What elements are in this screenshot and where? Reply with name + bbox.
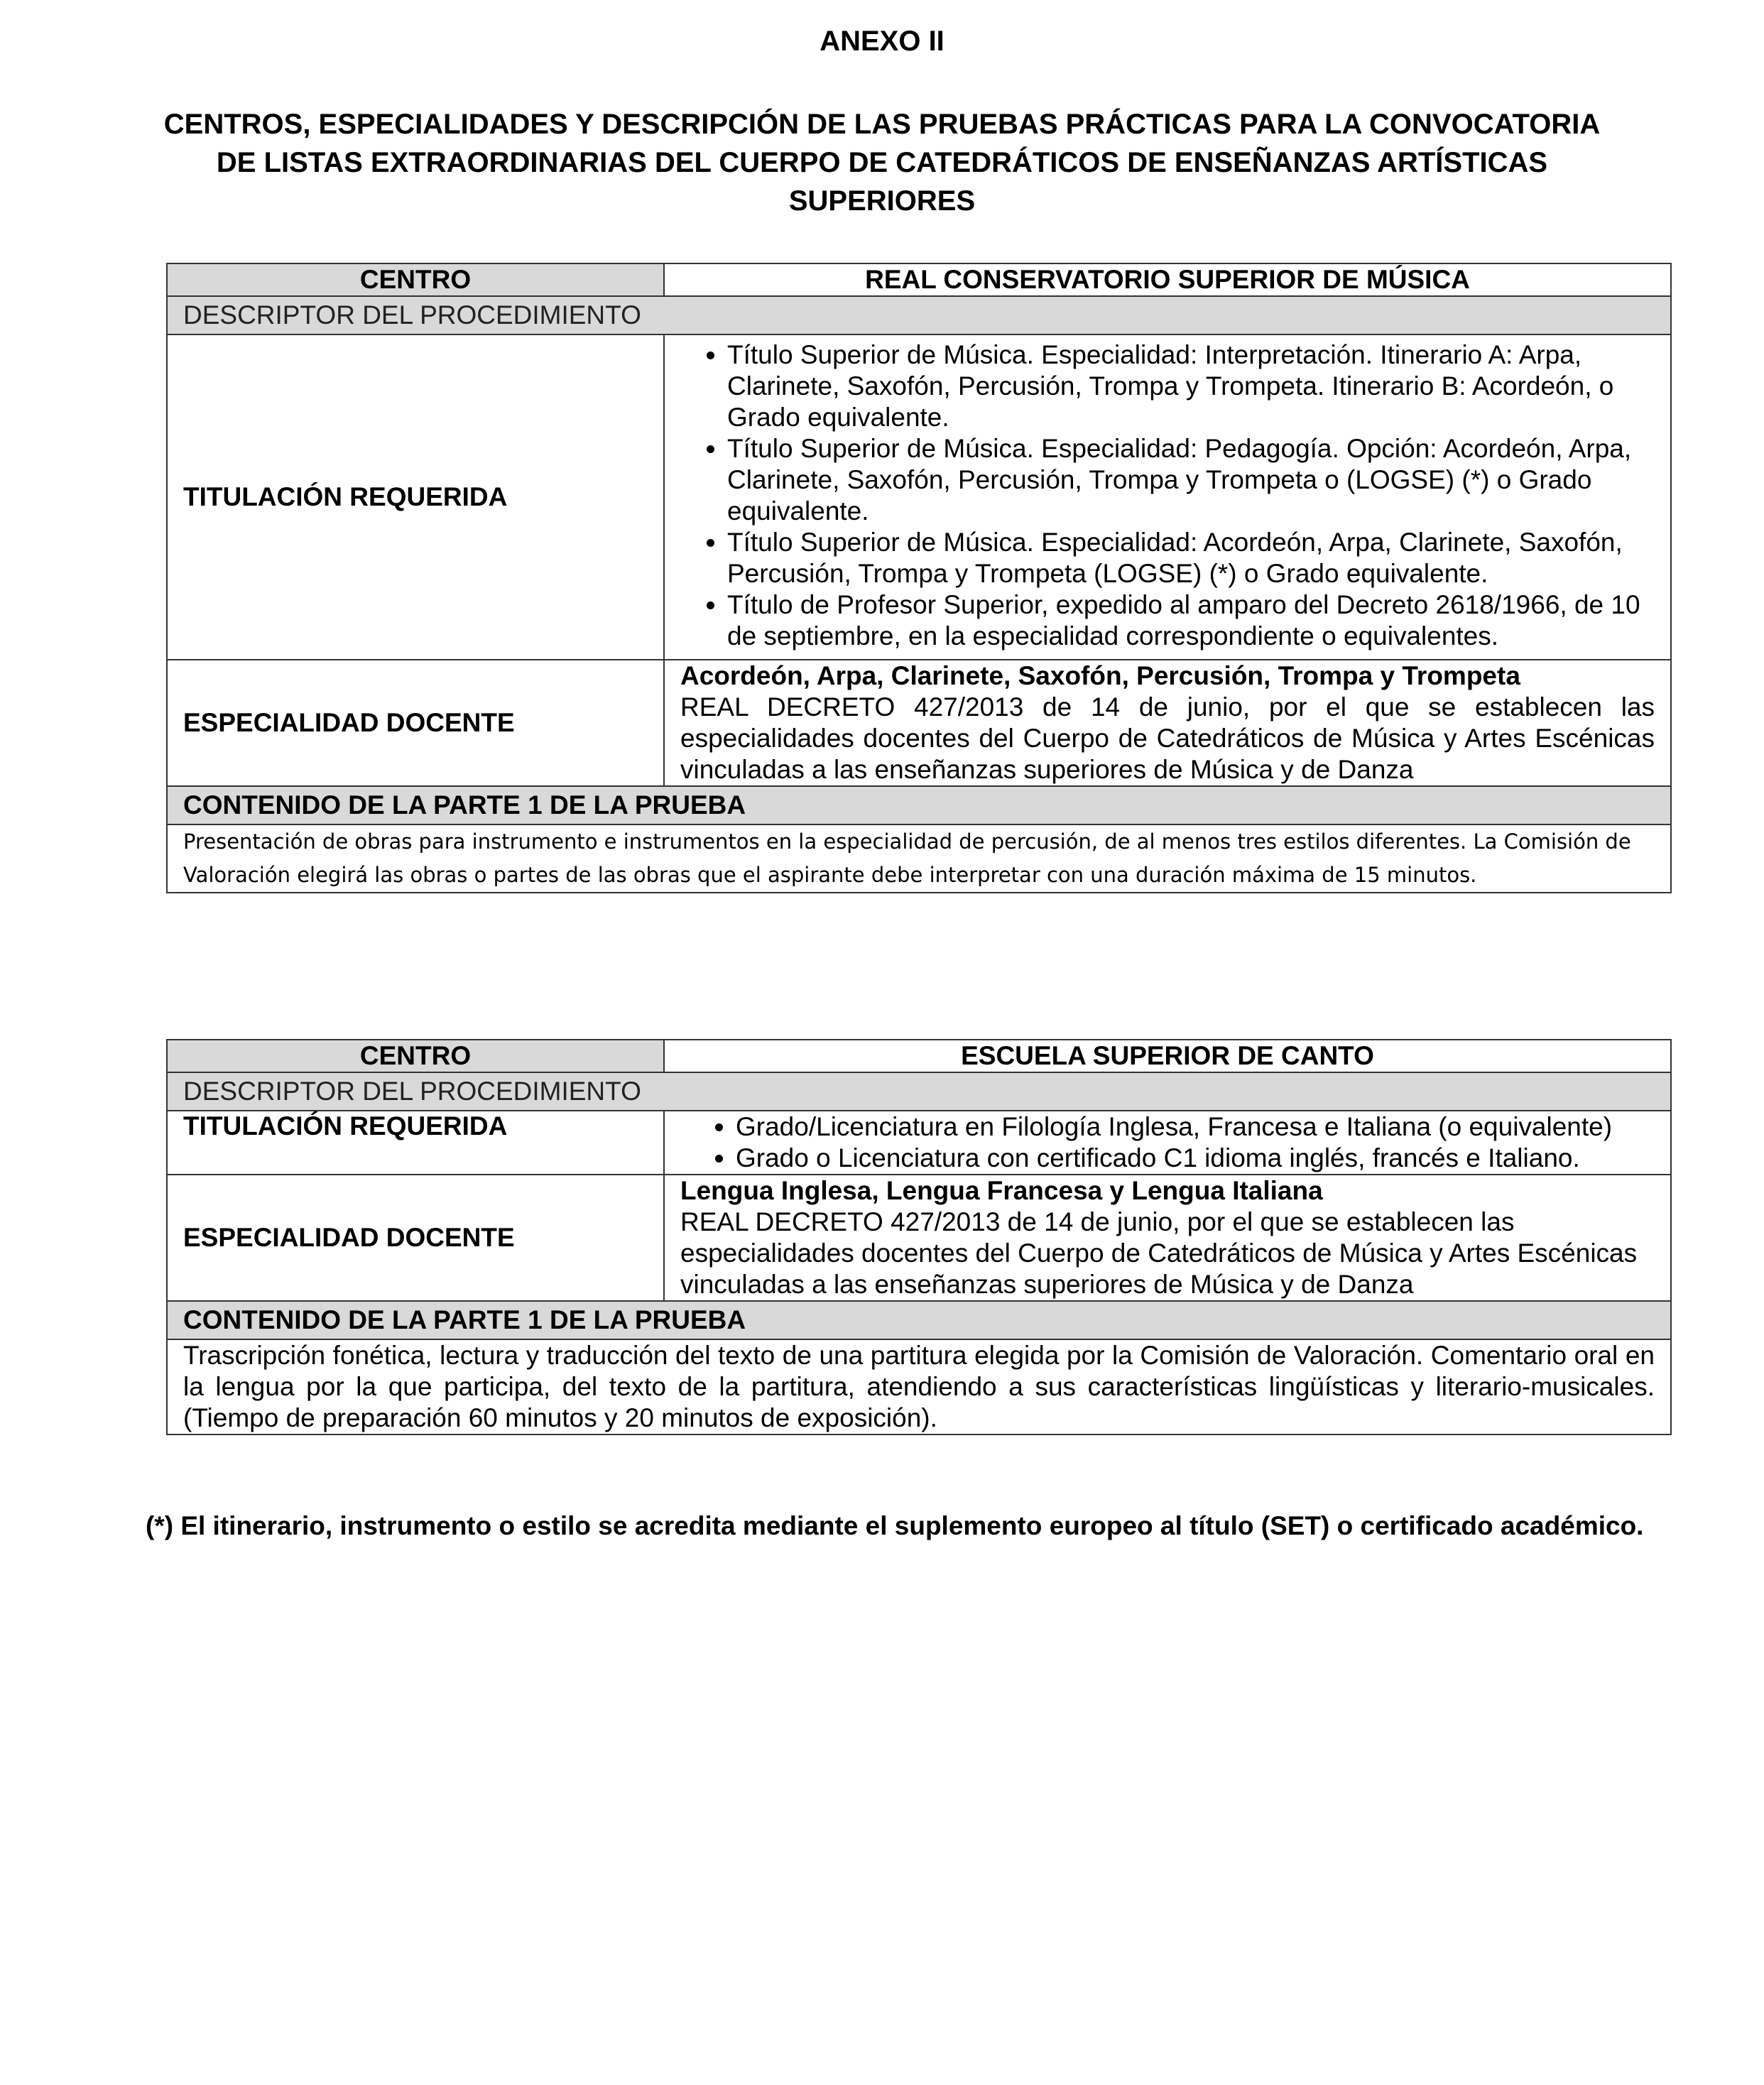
especialidad-title: Acordeón, Arpa, Clarinete, Saxofón, Percusión, Trompa y Trompeta <box>680 661 1520 690</box>
centro-row <box>167 263 1671 296</box>
centro-table-canto <box>166 1039 1672 1435</box>
titulacion-label: TITULACIÓN REQUERIDA <box>167 334 664 660</box>
contenido-text: Trascripción fonética, lectura y traducción del texto de una partitura elegida por la Comisión de Valoración. Comentario oral en la lengua por la que participa, del texto de la partitura, atendiendo a sus características lingüísticas y literario-musicales. (Tiempo de preparación 60 minutos y 20 minutos de exposición). <box>167 1339 1671 1435</box>
especialidad-text: REAL DECRETO 427/2013 de 14 de junio, por el que se establecen las especialidades docentes del Cuerpo de Catedráticos de Música y Artes Escénicas vinculadas a las enseñanzas superiores de Música y de Danza <box>680 692 1655 784</box>
descriptor-label: DESCRIPTOR DEL PROCEDIMIENTO <box>167 296 1671 334</box>
contenido-row <box>167 824 1671 893</box>
document-title <box>142 105 1622 220</box>
footnote: (*) El itinerario, instrumento o estilo se acredita mediante el suplemento europeo al título (SET) o certificado académico. <box>146 1511 1644 1540</box>
especialidad-label: ESPECIALIDAD DOCENTE <box>167 660 664 786</box>
descriptor-row <box>167 1072 1671 1111</box>
centro-label: CENTRO <box>167 263 664 296</box>
contenido-label: CONTENIDO DE LA PARTE 1 DE LA PRUEBA <box>167 1301 1671 1339</box>
titulacion-cell <box>664 1111 1671 1175</box>
titulacion-list <box>680 1111 1655 1174</box>
especialidad-label: ESPECIALIDAD DOCENTE <box>167 1175 664 1301</box>
title-line-3: SUPERIORES <box>788 185 976 217</box>
especialidad-text: REAL DECRETO 427/2013 de 14 de junio, por el que se establecen las especialidades docentes del Cuerpo de Catedráticos de Música y Artes Escénicas vinculadas a las enseñanzas superiores de Música y de Danza <box>680 1207 1638 1299</box>
especialidad-row <box>167 660 1671 786</box>
especialidad-row <box>167 1175 1671 1301</box>
centro-row <box>167 1040 1671 1072</box>
contenido-head-row <box>167 1301 1671 1339</box>
title-line-1: CENTROS, ESPECIALIDADES Y DESCRIPCIÓN DE LAS PRUEBAS PRÁCTICAS PARA LA CONVOCATORIA <box>163 109 1601 140</box>
descriptor-label: DESCRIPTOR DEL PROCEDIMIENTO <box>167 1072 1671 1111</box>
titulacion-list <box>680 339 1655 652</box>
list-item: • Grado o Licenciatura con certificado C1 idioma inglés, francés e Italiano. <box>736 1143 1655 1174</box>
titulacion-cell <box>664 334 1671 660</box>
title-line-2: DE LISTAS EXTRAORDINARIAS DEL CUERPO DE CATEDRÁTICOS DE ENSEÑANZAS ARTÍSTICAS <box>216 147 1548 178</box>
list-item: • Grado/Licenciatura en Filología Inglesa, Francesa e Italiana (o equivalente) <box>736 1111 1655 1143</box>
contenido-head-row <box>167 786 1671 824</box>
especialidad-cell <box>664 1175 1671 1301</box>
annex-title: ANEXO II <box>820 26 944 57</box>
centro-label: CENTRO <box>167 1040 664 1072</box>
titulacion-row <box>167 334 1671 660</box>
especialidad-cell <box>664 660 1671 786</box>
titulacion-row <box>167 1111 1671 1175</box>
descriptor-row <box>167 296 1671 334</box>
centro-name: REAL CONSERVATORIO SUPERIOR DE MÚSICA <box>664 263 1671 296</box>
contenido-text: Presentación de obras para instrumento e instrumentos en la especialidad de percusión, de al menos tres estilos diferentes. La Comisión de Valoración elegirá las obras o partes de las obras que el aspirante debe interpretar con una duración máxima de 15 minutos. <box>167 824 1671 893</box>
list-item: • Título Superior de Música. Especialidad: Interpretación. Itinerario A: Arpa, Clarinete, Saxofón, Percusión, Trompa y Trompeta. Itinerario B: Acordeón, o Grado equivalente. <box>727 339 1655 433</box>
list-item: • Título Superior de Música. Especialidad: Pedagogía. Opción: Acordeón, Arpa, Clarinete, Saxofón, Percusión, Trompa y Trompeta o (LOGSE) (*) o Grado equivalente. <box>727 433 1655 527</box>
contenido-row <box>167 1339 1671 1435</box>
centro-table-conservatorio <box>166 263 1672 893</box>
centro-name: ESCUELA SUPERIOR DE CANTO <box>664 1040 1671 1072</box>
especialidad-title: Lengua Inglesa, Lengua Francesa y Lengua Italiana <box>680 1176 1323 1205</box>
list-item: • Título de Profesor Superior, expedido al amparo del Decreto 2618/1966, de 10 de septiembre, en la especialidad correspondiente o equivalentes. <box>727 589 1655 652</box>
list-item: • Título Superior de Música. Especialidad: Acordeón, Arpa, Clarinete, Saxofón, Percusión, Trompa y Trompeta (LOGSE) (*) o Grado equivalente. <box>727 527 1655 589</box>
titulacion-label: TITULACIÓN REQUERIDA <box>167 1111 664 1175</box>
contenido-label: CONTENIDO DE LA PARTE 1 DE LA PRUEBA <box>167 786 1671 824</box>
